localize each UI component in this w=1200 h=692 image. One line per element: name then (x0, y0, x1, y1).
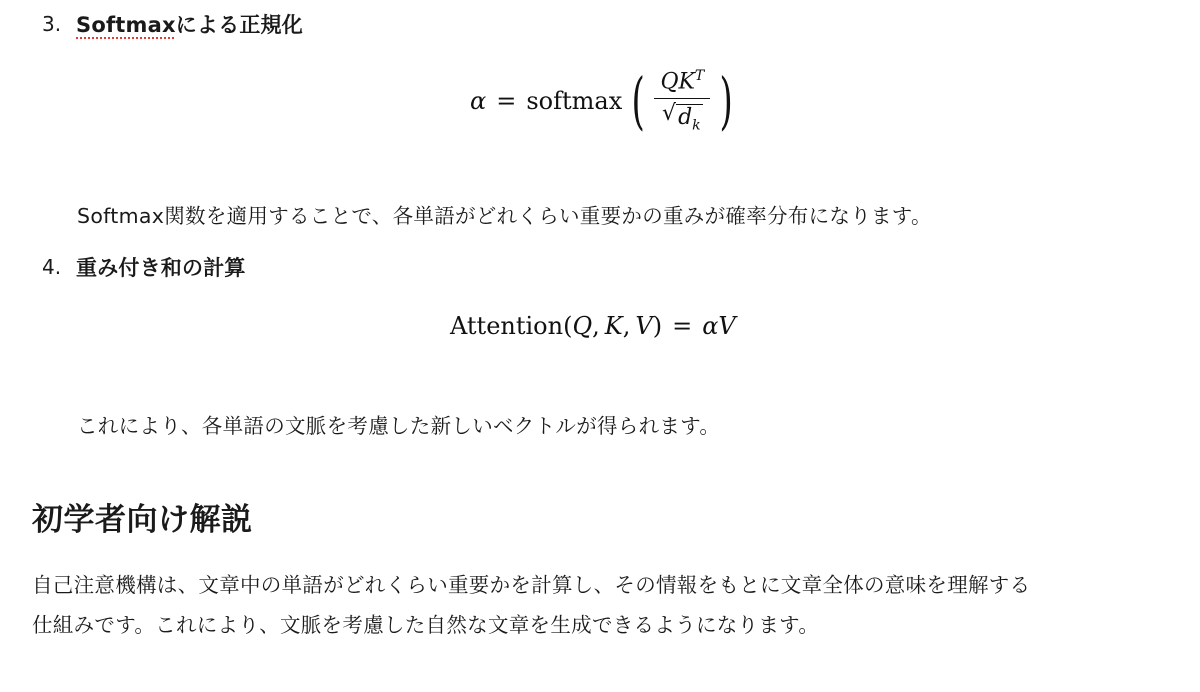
section-body-line-1: 自己注意機構は、文章中の単語がどれくらい重要かを計算し、その情報をもとに文章全体の意味を理解する (32, 573, 1031, 597)
math-comma: , (622, 312, 631, 340)
list-item-3 (42, 9, 303, 39)
math-d: d (678, 105, 693, 131)
math-k: K (604, 312, 623, 340)
list-item-title: 重み付き和の計算 (76, 256, 246, 280)
math-open-paren: ( (563, 312, 573, 340)
math-alpha: α (470, 87, 487, 115)
sqrt-radicand (676, 104, 703, 133)
fraction-numerator (654, 68, 710, 97)
math-equals: = (672, 312, 693, 340)
item-4-description: これにより、各単語の文脈を考慮した新しいベクトルが得られます。 (77, 414, 721, 438)
math-q: Q (572, 312, 593, 340)
list-number: 4. (42, 255, 62, 279)
math-softmax: softmax (526, 87, 623, 115)
math-equals: = (496, 87, 517, 115)
item-3-description: Softmax関数を適用することで、各単語がどれくらい重要かの重みが確率分布になります。 (77, 204, 932, 228)
math-comma: , (592, 312, 600, 340)
math-v: V (718, 312, 736, 340)
math-v: V (635, 312, 653, 340)
list-item-4 (42, 252, 246, 282)
math-close-paren: ) (719, 64, 734, 137)
sqrt-icon: √ (662, 101, 677, 127)
list-item-title (76, 9, 303, 39)
math-fraction (654, 68, 710, 133)
math-open-paren: ( (631, 64, 645, 137)
attention-formula (450, 308, 736, 344)
math-q: Q (660, 69, 679, 95)
math-k: K (678, 69, 695, 95)
list-number: 3. (42, 12, 62, 36)
math-transpose: T (694, 68, 705, 85)
math-k-subscript: k (692, 117, 701, 134)
math-attention: Attention (450, 312, 564, 340)
section-heading: 初学者向け解説 (32, 502, 253, 538)
list-item-title-ja: による正規化 (175, 13, 303, 37)
fraction-denominator (662, 99, 703, 133)
softmax-formula (470, 62, 738, 140)
spellcheck-word: Softmax (76, 13, 176, 37)
section-body-line-2: 仕組みです。これにより、文脈を考慮した自然な文章を生成できるようになります。 (32, 613, 820, 637)
math-close-paren: ) (652, 312, 663, 340)
math-alpha: α (702, 312, 719, 340)
